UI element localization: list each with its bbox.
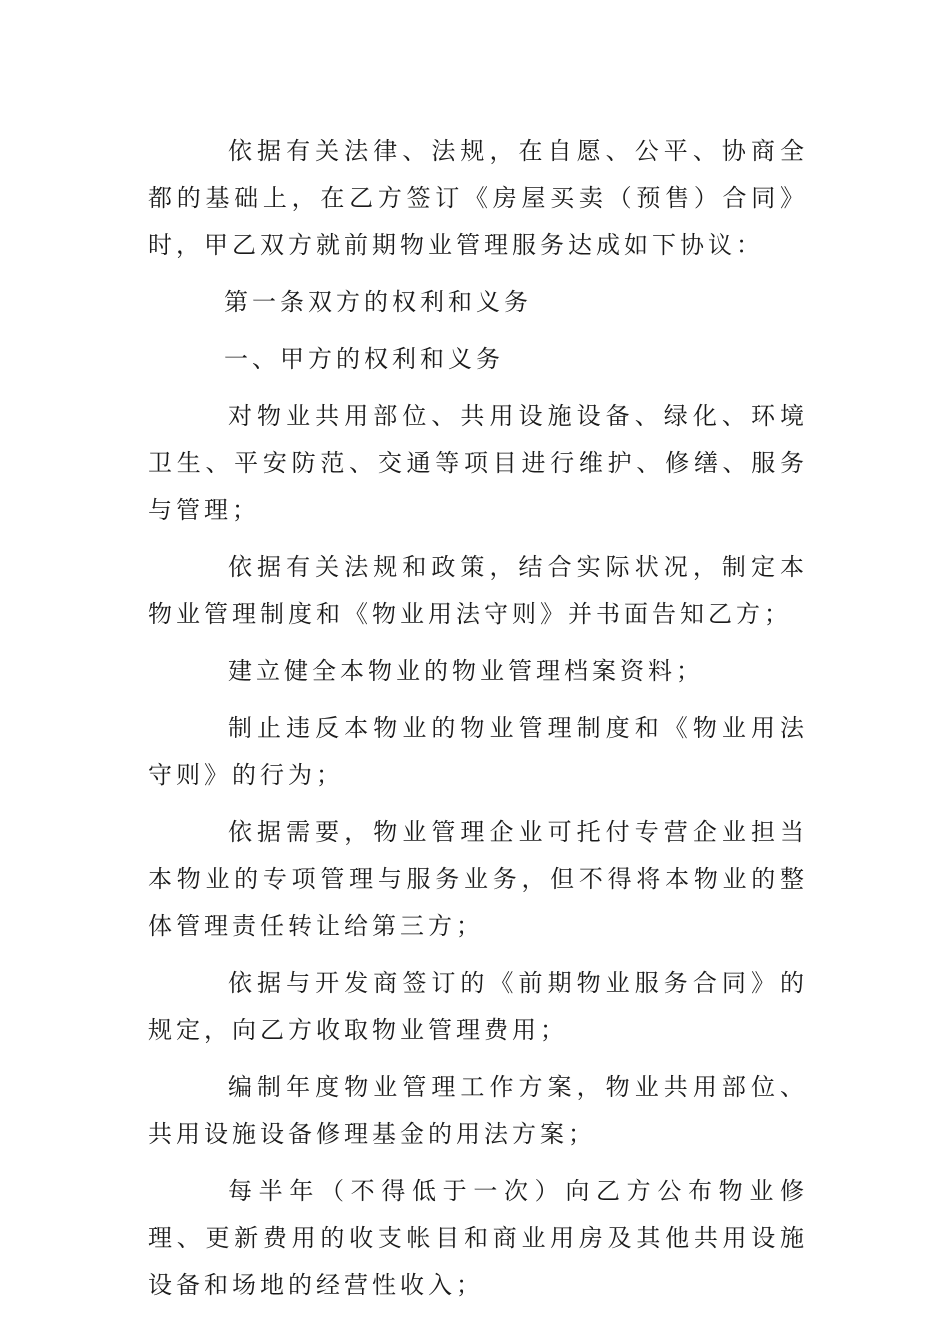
clause-rules: 依据有关法规和政策，结合实际状况，制定本物业管理制度和《物业用法守则》并书面告知乙方； xyxy=(148,553,808,628)
clause-archives: 建立健全本物业的物业管理档案资料； xyxy=(228,657,704,685)
clause-entrust: 依据需要，物业管理企业可托付专营企业担当本物业的专项管理与服务业务，但不得将本物业的整体管理责任转让给第三方； xyxy=(148,818,808,940)
section-heading: 一、甲方的权利和义务 xyxy=(224,345,504,373)
clause-maintenance: 对物业共用部位、共用设施设备、绿化、环境卫生、平安防范、交通等项目进行维护、修缮、服务与管理； xyxy=(148,402,808,524)
document-body xyxy=(148,128,808,1319)
clause-stop-violations: 制止违反本物业的物业管理制度和《物业用法守则》的行为； xyxy=(148,714,808,789)
paragraph-intro: 依据有关法律、法规，在自愿、公平、协商全都的基础上，在乙方签订《房屋买卖（预售）合同》时，甲乙双方就前期物业管理服务达成如下协议： xyxy=(148,137,808,259)
clause-fees: 依据与开发商签订的《前期物业服务合同》的规定，向乙方收取物业管理费用； xyxy=(148,969,808,1044)
clause-annual-plan: 编制年度物业管理工作方案，物业共用部位、共用设施设备修理基金的用法方案； xyxy=(148,1073,808,1148)
article-heading: 第一条双方的权利和义务 xyxy=(224,288,532,316)
clause-disclosure: 每半年（不得低于一次）向乙方公布物业修理、更新费用的收支帐目和商业用房及其他共用设施设备和场地的经营性收入； xyxy=(148,1177,808,1299)
